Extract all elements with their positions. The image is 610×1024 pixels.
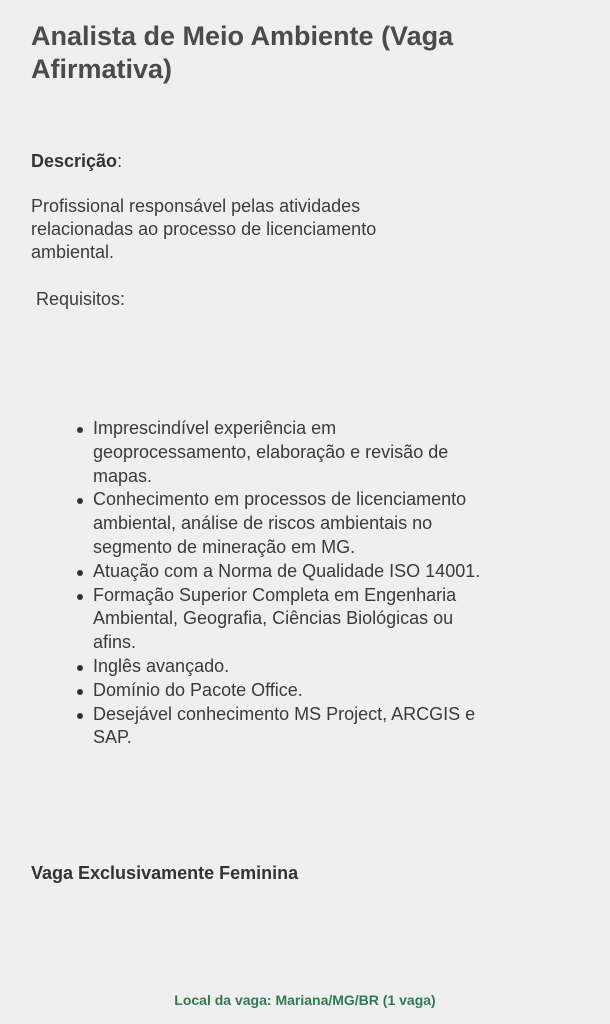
requirement-item [93,488,483,559]
requirement-text: Imprescindível experiência em geoprocessamento, elaboração e revisão de mapas. [93,418,449,486]
requirement-text: Conhecimento em processos de licenciamento ambiental, análise de riscos ambientais no segmento de mineração em MG. [93,489,467,557]
description-heading [31,149,122,173]
requirement-item [93,560,483,584]
requirement-item [93,703,483,751]
requirement-text: Formação Superior Completa em Engenharia Ambiental, Geografia, Ciências Biológicas ou afins. [93,584,457,653]
bullet-icon [77,427,83,433]
description-text: Profissional responsável pelas atividades relacionadas ao processo de licenciamento ambiental. [31,196,377,262]
requirement-item [93,417,483,488]
requirement-item [93,655,483,679]
requirement-text: Atuação com a Norma de Qualidade ISO 14001. [93,560,481,581]
job-title: Analista de Meio Ambiente (Vaga Afirmativa) [31,21,454,84]
description-colon: : [117,151,123,171]
bullet-icon [77,594,83,600]
requirement-item [93,584,483,655]
requirement-text: Domínio do Pacote Office. [93,679,303,700]
bullet-icon [77,689,83,695]
requirements-list [93,417,483,750]
requirements-heading: Requisitos: [36,289,126,309]
requirement-text: Inglês avançado. [93,655,230,676]
bullet-icon [77,570,83,576]
restriction-note: Vaga Exclusivamente Feminina [31,863,299,883]
job-location: Local da vaga: Mariana/MG/BR (1 vaga) [174,992,436,1008]
bullet-icon [77,498,83,504]
bullet-icon [77,665,83,671]
requirement-item [93,679,483,703]
bullet-icon [77,713,83,719]
requirement-text: Desejável conhecimento MS Project, ARCGIS e SAP. [93,703,476,748]
description-label: Descrição [31,151,118,171]
